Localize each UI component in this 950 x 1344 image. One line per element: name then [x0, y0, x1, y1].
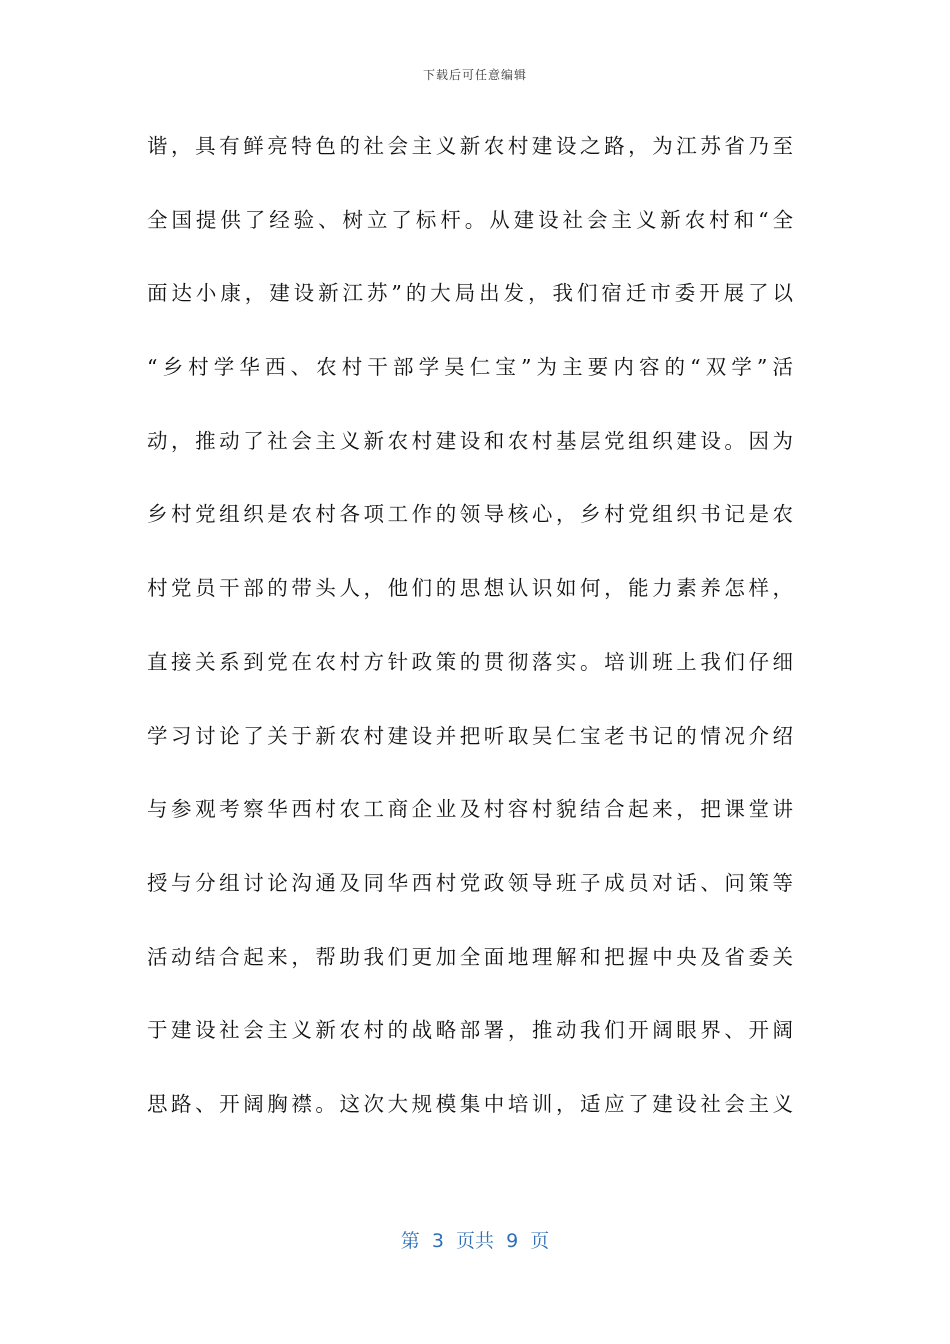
page-header: 下载后可任意编辑	[422, 68, 527, 82]
text-line: 全国提供了经验、树立了标杆。从建设社会主义新农村和“全	[147, 207, 793, 232]
text-line: 与参观考察华西村农工商企业及村容村貌结合起来，把课堂讲	[147, 797, 793, 822]
text-line: 乡村党组织是农村各项工作的领导核心，乡村党组织书记是农	[147, 502, 793, 527]
page-number: 第 3 页共 9 页	[400, 1230, 550, 1252]
text-line: 于建设社会主义新农村的战略部署，推动我们开阔眼界、开阔	[147, 1018, 793, 1043]
text-line: 谐，具有鲜亮特色的社会主义新农村建设之路，为江苏省乃至	[147, 134, 793, 158]
text-line: 动，推动了社会主义新农村建设和农村基层党组织建设。因为	[147, 428, 793, 453]
text-line: “乡村学华西、农村干部学吴仁宝”为主要内容的“双学”活	[147, 355, 793, 380]
text-line: 活动结合起来，帮助我们更加全面地理解和把握中央及省委关	[147, 944, 793, 969]
text-line: 面达小康，建设新江苏”的大局出发，我们宿迁市委开展了以	[147, 281, 793, 306]
text-line: 授与分组讨论沟通及同华西村党政领导班子成员对话、问策等	[147, 870, 793, 895]
text-line: 直接关系到党在农村方针政策的贯彻落实。培训班上我们仔细	[147, 649, 793, 674]
text-line: 村党员干部的带头人，他们的思想认识如何，能力素养怎样，	[147, 576, 793, 601]
text-line: 学习讨论了关于新农村建设并把听取吴仁宝老书记的情况介绍	[147, 723, 793, 748]
text-line: 思路、开阔胸襟。这次大规模集中培训，适应了建设社会主义	[147, 1091, 793, 1116]
body-text	[147, 124, 793, 1156]
